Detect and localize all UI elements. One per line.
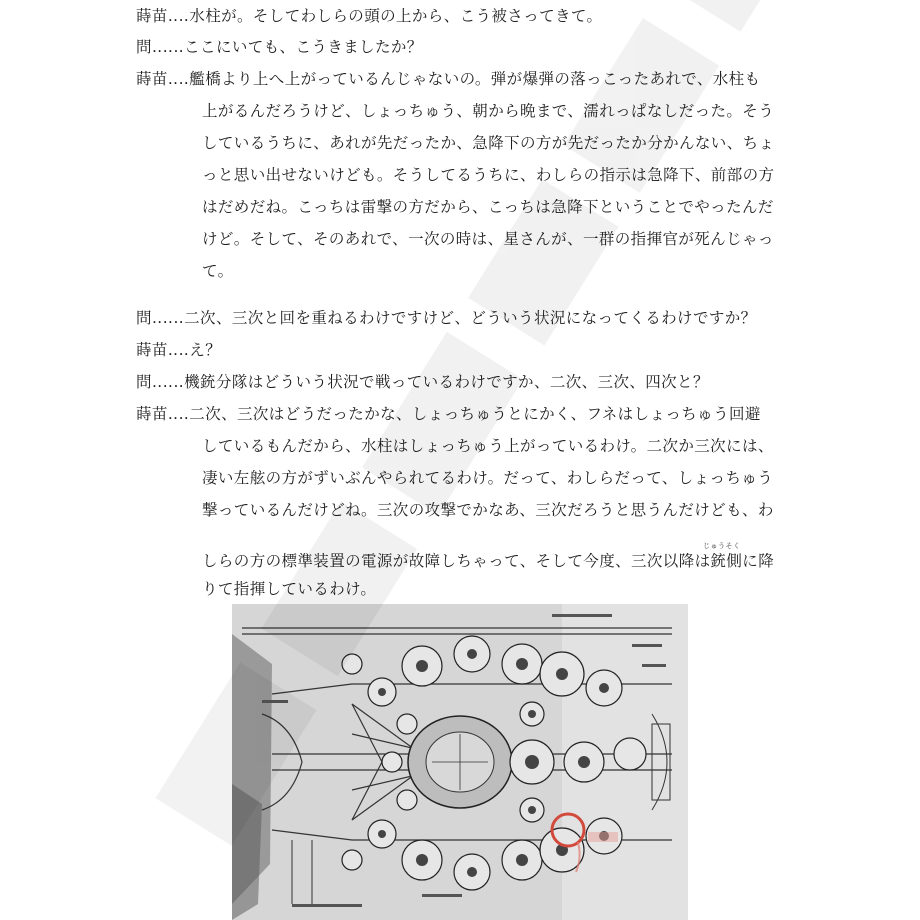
dialogue-line [136,340,221,360]
speaker-label: 問‥‥‥ [136,38,185,56]
dialogue-line [136,308,757,328]
dialogue-line [136,6,602,26]
dialogue-continuation: しているもんだから、水柱はしょっちゅう上がっているわけ。二次か三次には、 [202,437,774,455]
utterance: ここにいても、こうきましたか？ [184,38,423,56]
ruby-annotation: じゅうそく [703,542,741,550]
utterance: 二次、三次と回を重ねるわけですけど、どういう状況になってくるわけですか？ [184,309,757,327]
dialogue-line [136,37,423,57]
dialogue-line [136,372,709,392]
dialogue-continuation: りて指揮しているわけ。 [202,580,377,598]
dialogue-line [136,404,761,424]
utterance: 水柱が。そしてわしらの頭の上から、こう被さってきて。 [189,7,603,25]
ship-plan-photo [232,604,688,920]
speaker-label: 問‥‥‥ [136,373,185,391]
speaker-label: 蒔苗‥‥ [136,341,190,359]
dialogue-continuation: 凄い左舷の方がずいぶんやられてるわけ。だって、わしらだって、しょっちゅう [202,469,774,487]
dialogue-continuation: て。 [202,262,234,280]
dialogue-line [136,69,760,89]
speaker-label: 蒔苗‥‥ [136,7,190,25]
dialogue-continuation: しているうちに、あれが先だったか、急降下の方が先だったか分かんない、ちょ [202,134,775,152]
dialogue-continuation: 撃っているんだけどね。三次の攻撃でかなあ、三次だろうと思うんだけども、わ [202,501,774,519]
speaker-label: 問‥‥‥ [136,309,185,327]
utterance: え？ [189,341,222,359]
ship-plan-drawing [232,604,688,920]
utterance: 二次、三次はどうだったかな、しょっちゅうとにかく、フネはしょっちゅう回避 [189,405,761,423]
speaker-label: 蒔苗‥‥ [136,405,190,423]
dialogue-continuation: っと思い出せないけども。そうしてるうちに、わしらの指示は急降下、前部の方 [202,166,775,184]
dialogue-continuation: 上がるんだろうけど、しょっちゅう、朝から晩まで、濡れっぱなしだった。そう [202,102,775,120]
dialogue-continuation: しらの方の標準装置の電源が故障しちゃって、そして今度、三次以降は銃側に降 [202,552,775,570]
dialogue-continuation: けど。そして、そのあれで、一次の時は、星さんが、一群の指揮官が死んじゃっ [202,230,774,248]
utterance: 機銃分隊はどういう状況で戦っているわけですか、二次、三次、四次と？ [184,373,709,391]
utterance: 艦橋より上へ上がっているんじゃないの。弾が爆弾の落っこったあれで、水柱も [189,70,761,88]
dialogue-continuation: はだめだね。こっちは雷撃の方だから、こっちは急降下ということでやったんだ [202,198,774,216]
speaker-label: 蒔苗‥‥ [136,70,190,88]
